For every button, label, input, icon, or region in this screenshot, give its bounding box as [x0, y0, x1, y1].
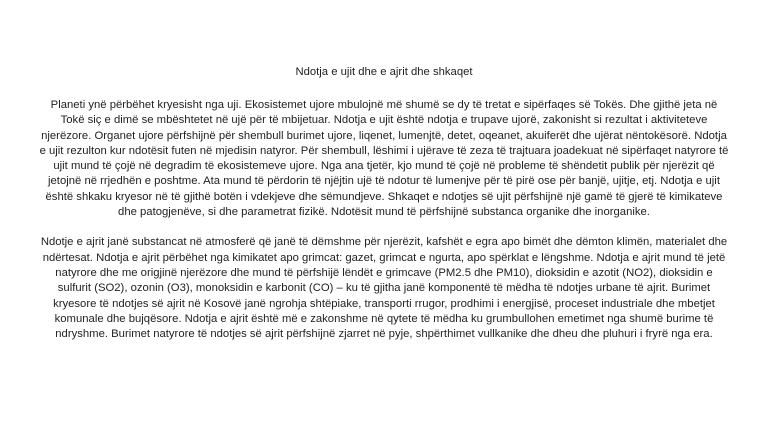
document-title: Ndotja e ujit dhe e ajrit dhe shkaqet [295, 66, 473, 78]
paragraph-air-pollution: Ndotje e ajrit janë substancat në atmosferë që janë të dëmshme për njerëzit, kafshët e egra apo bimët dhe dëmton klimën, materialet dhe ndërtesat. Ndotja e ajrit përbëhet nga kimikatet apo grimcat: gazet, grimcat e ngurta, apo spërklat e lëngshme. Ndotja e ajrit mund të jetë natyrore dhe me origjinë njerëzore dhe mund të përfshijë lëndët e grimcave (PM2.5 dhe PM10), dioksidin e azotit (NO2), dioksidin e sulfurit (SO2), ozonin (O3), monoksidin e karbonit (CO) – ku të gjitha janë komponentë të mëdha të ndotjes urbane të ajrit. Burimet kryesore të ndotjes së ajrit në Kosovë janë ngrohja shtëpiake, transporti rrugor, prodhimi i energjisë, proceset industriale dhe mbetjet komunale dhe bujqësore. Ndotja e ajrit është më e zakonshme në qytete të mëdha ku grumbullohen emetimet nga shumë burime të ndryshme. Burimet natyrore të ndotjes së ajrit përfshijnë zjarret në pyje, shpërthimet vullkanike dhe dheu dhe pluhuri i fryrë nga era. [40, 236, 728, 341]
paragraph-water-pollution: Planeti ynë përbëhet kryesisht nga uji. Ekosistemet ujore mbulojnë më shumë se dy të tretat e sipërfaqes së Tokës. Dhe gjithë jeta në Tokë siç e dimë se mbështetet në ujë për të mbijetuar. Ndotja e ujit është ndotja e trupave ujorë, zakonisht si rezultat i aktiviteteve njerëzore. Organet ujore përfshijnë për shembull burimet ujore, liqenet, lumenjtë, detet, oqeanet, akuiferët dhe ujërat nëntokësorë. Ndotja e ujit rezulton kur ndotësit futen në mjedisin natyror. Për shembull, lëshimi i ujërave të zeza të trajtuara joadekuat në sipërfaqet natyrore të ujit mund të çojë në degradim të ekosistemeve ujore. Nga ana tjetër, kjo mund të çojë në probleme të shëndetit publik për njerëzit që jetojnë në rrjedhën e poshtme. Ata mund të përdorin të njëjtin ujë të ndotur të lumenjve për të pirë ose për banjë, ujitje, etj. Ndotja e ujit është shkaku kryesor në të gjithë botën i vdekjeve dhe sëmundjeve. Shkaqet e ndotjes së ujit përfshijnë një gamë të gjerë të kimikateve dhe patogjenëve, si dhe parametrat fizikë. Ndotësit mund të përfshijnë substanca organike dhe inorganike. [39, 99, 729, 219]
